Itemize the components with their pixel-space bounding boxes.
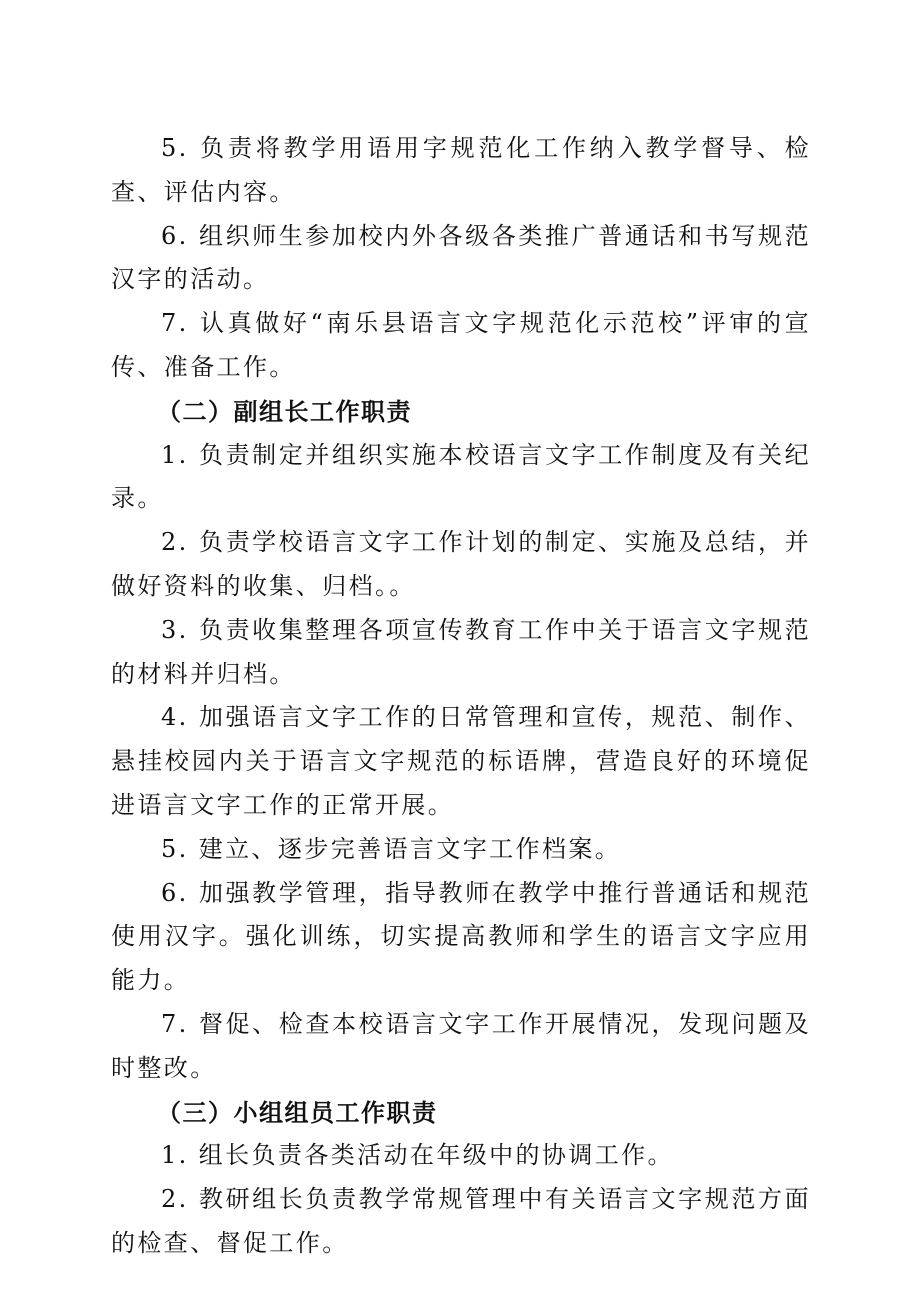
paragraph-item-2c: 2. 教研组长负责教学常规管理中有关语言文字规范方面的检查、督促工作。	[111, 1185, 811, 1257]
paragraph-item-7a: 7. 认真做好“南乐县语言文字规范化示范校”评审的宣传、准备工作。	[111, 309, 811, 381]
paragraph-item-6b: 6. 加强教学管理，指导教师在教学中推行普通话和规范使用汉字。强化训练，切实提高教师和学生的语言文字应用能力。	[111, 878, 811, 995]
paragraph-item-5a: 5. 负责将教学用语用字规范化工作纳入教学督导、检查、评估内容。	[111, 134, 811, 206]
paragraph-item-6a: 6. 组织师生参加校内外各级各类推广普通话和书写规范汉字的活动。	[111, 221, 811, 294]
paragraph-item-1b: 1. 负责制定并组织实施本校语言文字工作制度及有关纪录。	[111, 440, 811, 513]
section-heading-group-members: （三）小组组员工作职责	[157, 1097, 438, 1127]
paragraph-item-5b: 5. 建立、逐步完善语言文字工作档案。	[161, 834, 622, 863]
paragraph-item-7b: 7. 督促、检查本校语言文字工作开展情况，发现问题及时整改。	[111, 1009, 811, 1082]
paragraph-item-4b: 4. 加强语言文字工作的日常管理和宣传，规范、制作、悬挂校园内关于语言文字规范的标语牌，营造良好的环境促进语言文字工作的正常开展。	[111, 703, 811, 819]
section-heading-deputy-leader: （二）副组长工作职责	[157, 396, 412, 426]
paragraph-item-2b: 2. 负责学校语言文字工作计划的制定、实施及总结，并做好资料的收集、归档。。	[111, 528, 811, 600]
document-body	[111, 127, 811, 1266]
paragraph-item-1c: 1. 组长负责各类活动在年级中的协调工作。	[161, 1141, 674, 1170]
paragraph-item-3b: 3. 负责收集整理各项宣传教育工作中关于语言文字规范的材料并归档。	[111, 615, 811, 688]
